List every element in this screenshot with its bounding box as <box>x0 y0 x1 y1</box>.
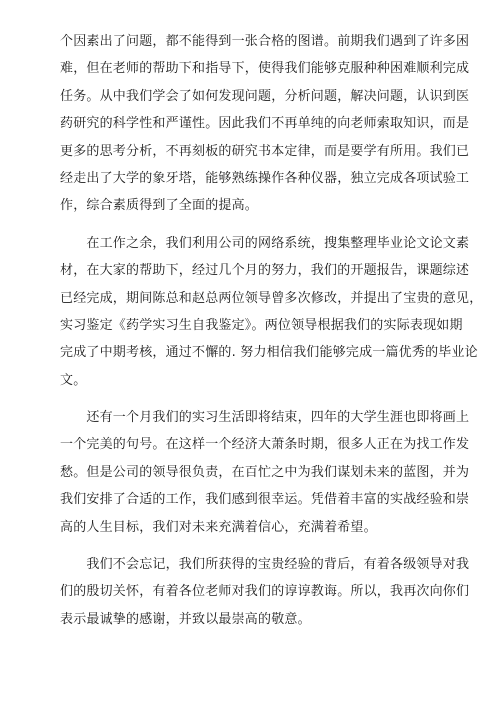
text-line: 药研究的科学性和严谨性。因此我们不再单纯的向老师索取知识，而是 <box>60 116 470 132</box>
text-line: 还有一个月我们的实习生活即将结束，四年的大学生涯也即将画上 <box>60 410 470 426</box>
text-line: 高的人生目标，我们对未来充满着信心，充满着希望。 <box>60 519 377 535</box>
text-line: 作，综合素质得到了全面的提高。 <box>60 198 259 214</box>
paragraph-3 <box>60 404 470 541</box>
text-line: 文。 <box>60 372 87 388</box>
text-line: 任务。从中我们学会了如何发现问题，分析问题，解决问题，认识到医 <box>60 88 470 104</box>
paragraph-2 <box>60 230 483 394</box>
text-line: 已经完成，期间陈总和赵总两位领导曾多次修改，并提出了宝贵的意见， <box>60 290 483 306</box>
text-line: 在工作之余，我们利用公司的网络系统，搜集整理毕业论文论文素 <box>60 235 470 251</box>
text-line: 经走出了大学的象牙塔，能够熟练操作各种仪器，独立完成各项试验工 <box>60 170 470 186</box>
text-line: 更多的思考分析，不再刻板的研究书本定律，而是要学有所用。我们已 <box>60 143 470 159</box>
paragraph-spacer <box>60 394 441 404</box>
text-line: 我们安排了合适的工作，我们感到很幸运。凭借着丰富的实战经验和崇 <box>60 492 470 508</box>
paragraph-1 <box>60 28 470 220</box>
paragraph-4 <box>60 551 470 633</box>
document-body <box>60 28 483 633</box>
text-line: 材，在大家的帮助下，经过几个月的努力，我们的开题报告，课题综述 <box>60 263 470 279</box>
paragraph-spacer <box>60 220 441 230</box>
text-line: 一个完美的句号。在这样一个经济大萧条时期，很多人正在为找工作发 <box>60 437 470 453</box>
text-line: 实习鉴定《药学实习生自我鉴定》。两位领导根据我们的实际表现如期 <box>60 317 463 333</box>
text-line: 愁。但是公司的领导很负责，在百忙之中为我们谋划未来的蓝图，并为 <box>60 464 470 480</box>
text-line: 们的殷切关怀，有着各位老师对我们的谆谆教诲。所以，我再次向你们 <box>60 584 470 600</box>
text-line: 难，但在老师的帮助下和指导下，使得我们能够克服种种困难顺利完成 <box>60 61 470 77</box>
text-line: 完成了中期考核，通过不懈的. 努力相信我们能够完成一篇优秀的毕业论 <box>60 345 478 361</box>
text-line: 表示最诚挚的感谢，并致以最崇高的敬意。 <box>60 611 311 627</box>
paragraph-spacer <box>60 541 441 551</box>
text-line: 个因素出了问题，都不能得到一张合格的图谱。前期我们遇到了许多困 <box>60 34 470 49</box>
text-line: 我们不会忘记，我们所获得的宝贵经验的背后，有着各级领导对我 <box>60 557 470 573</box>
